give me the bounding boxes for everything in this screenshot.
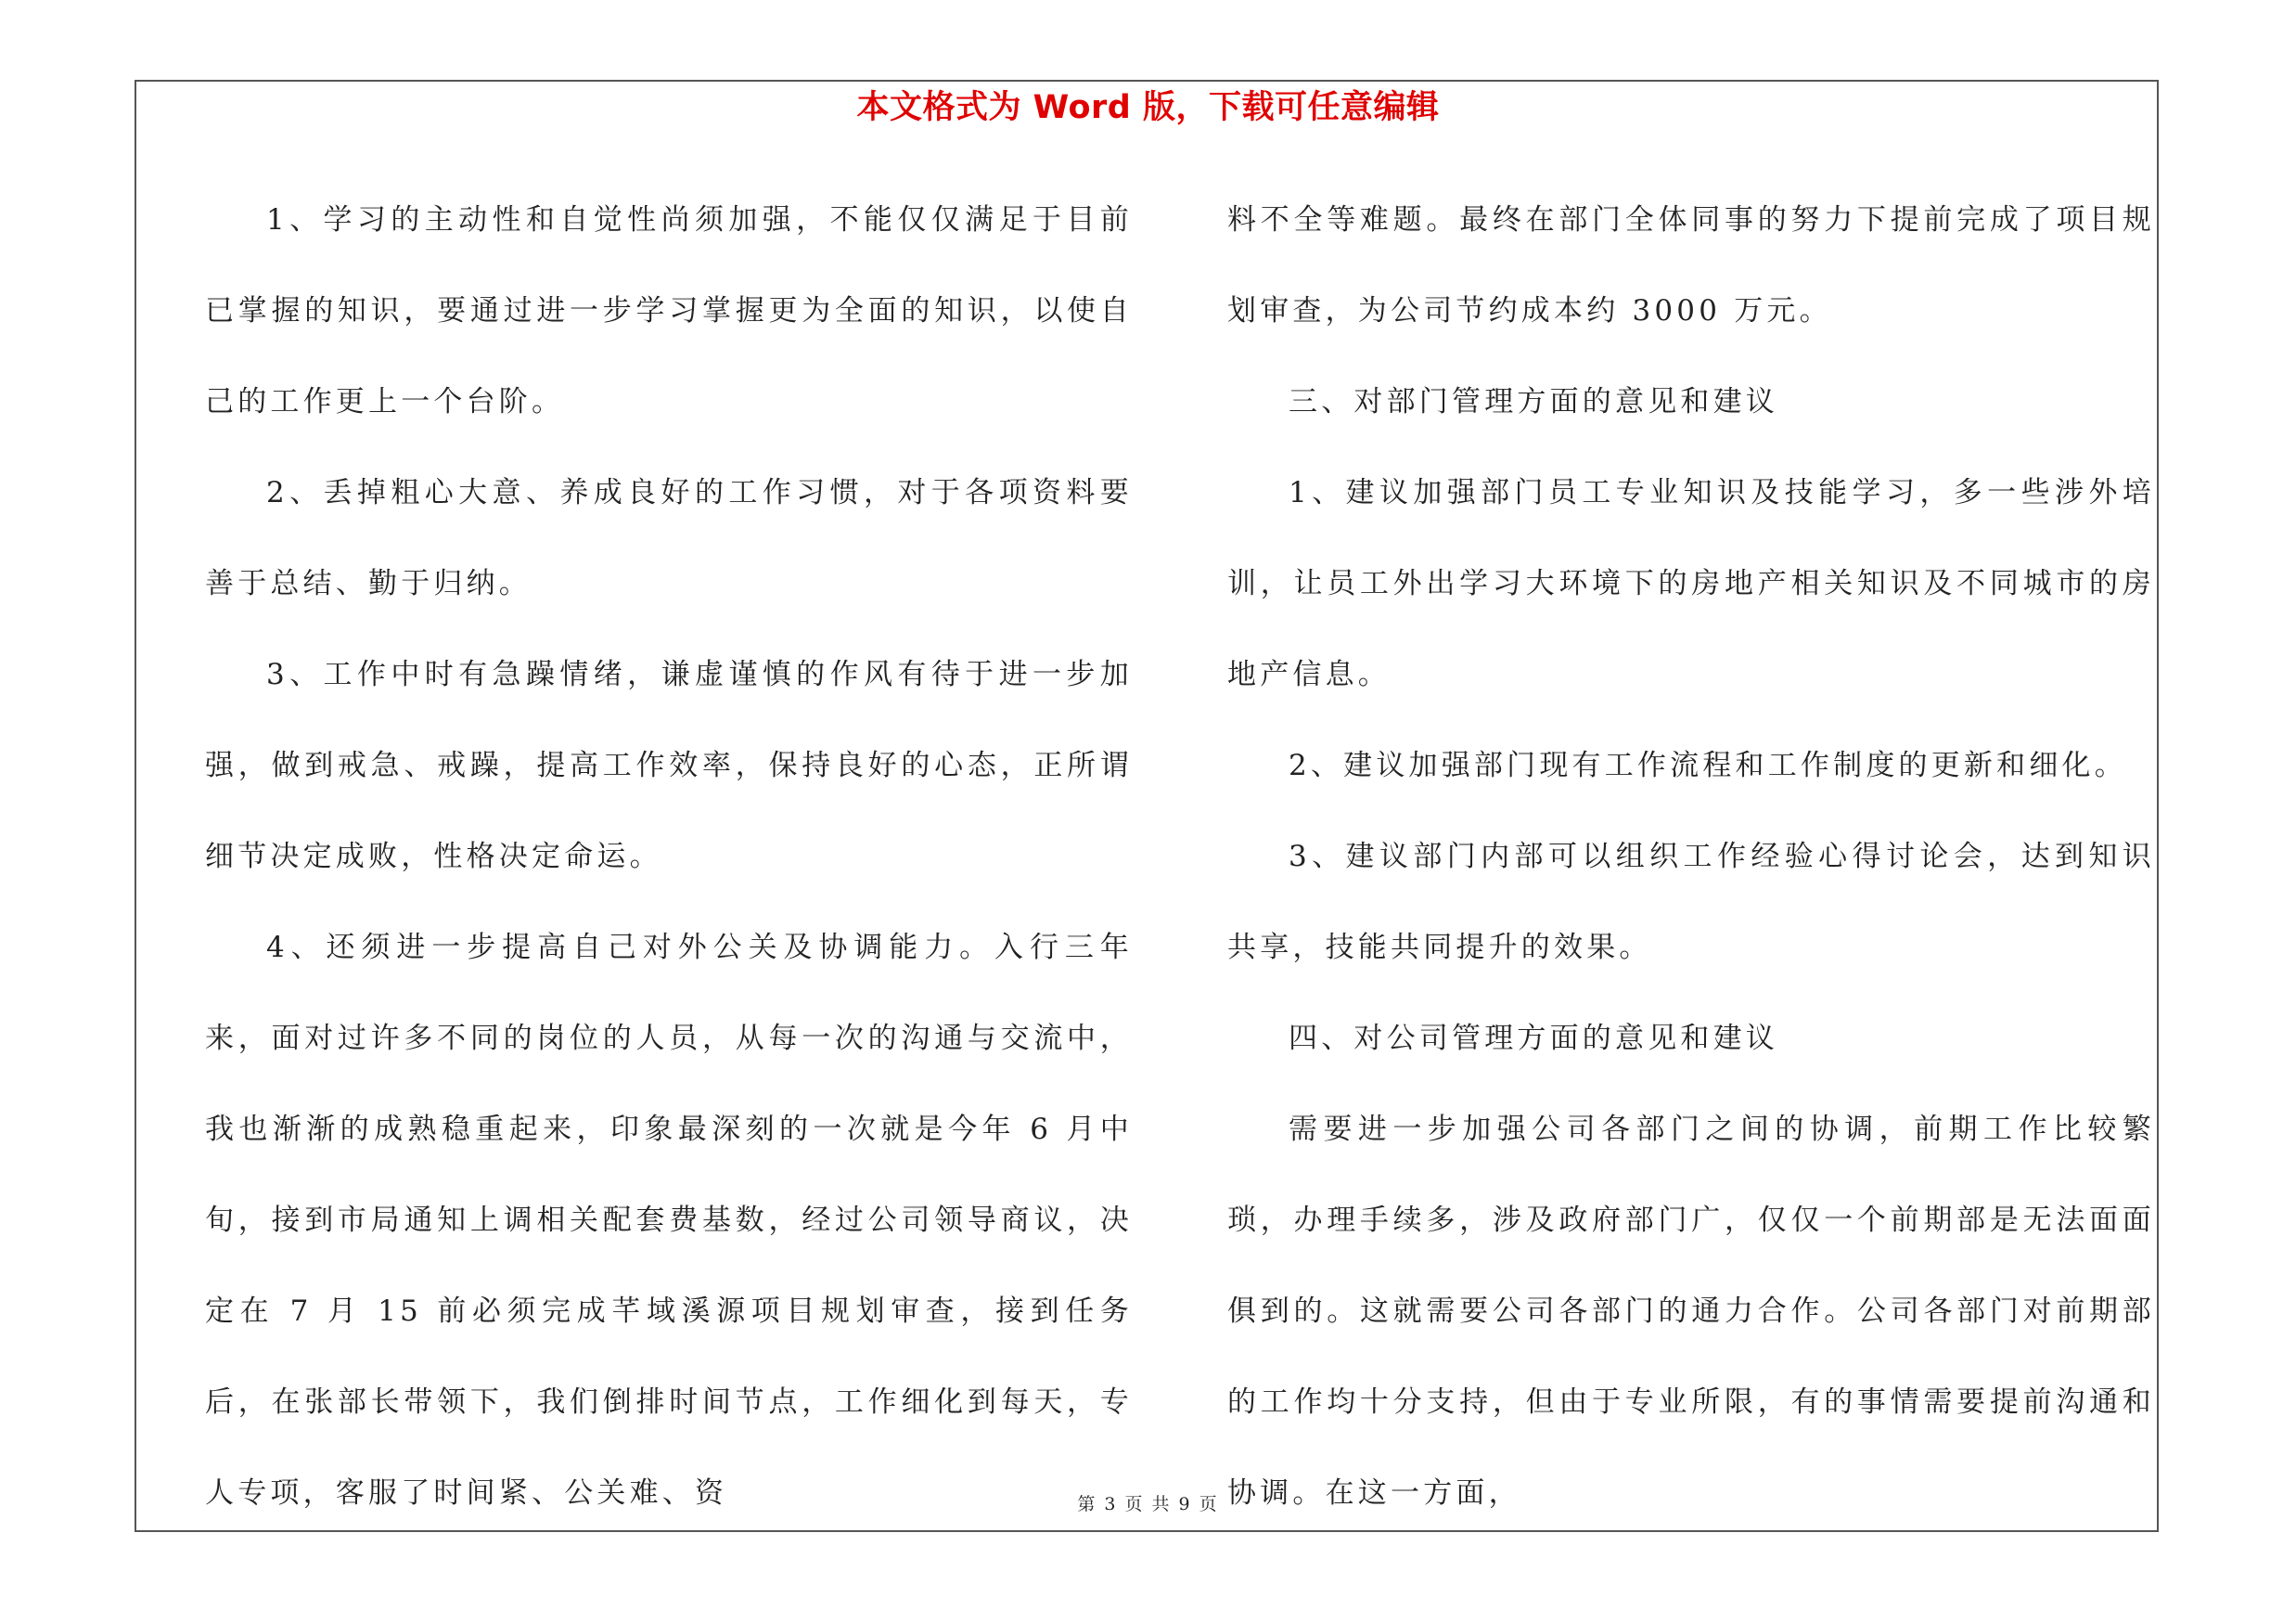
section-heading: 四、对公司管理方面的意见和建议 bbox=[1289, 1022, 1778, 1055]
paragraph: 1、建议加强部门员工专业知识及技能学习，多一些涉外培训，让员工外出学习大环境下的房地产相关知识及不同城市的房地产信息。 bbox=[1227, 476, 2155, 691]
left-column bbox=[205, 174, 1133, 1539]
paragraph: 2、建议加强部门现有工作流程和工作制度的更新和细化。 bbox=[1289, 749, 2127, 782]
paragraph: 2、丢掉粗心大意、养成良好的工作习惯，对于各项资料要善于总结、勤于归纳。 bbox=[205, 476, 1133, 600]
paragraph: 3、建议部门内部可以组织工作经验心得讨论会，达到知识共享，技能共同提升的效果。 bbox=[1227, 840, 2155, 964]
paragraph: 4、还须进一步提高自己对外公关及协调能力。入行三年来，面对过许多不同的岗位的人员，从每一次的沟通与交流中，我也渐渐的成熟稳重起来，印象最深刻的一次就是今年 6 月中旬，接到市局通知上调相关配套费基数，经过公司领导商议，决定在 7 月 15 前必须完成芊域溪源项目规划审查，接到任务后，在张部长带领下，我们倒排时间节点，工作细化到每天，专人专项，客服了时间紧、公关难、资 bbox=[205, 931, 1133, 1510]
page-number-footer: 第 3 页 共 9 页 bbox=[1077, 1494, 1219, 1514]
format-notice-banner: 本文格式为 Word 版，下载可任意编辑 bbox=[856, 89, 1440, 126]
paragraph: 3、工作中时有急躁情绪，谦虚谨慎的作风有待于进一步加强，做到戒急、戒躁，提高工作效率，保持良好的心态，正所谓细节决定成败，性格决定命运。 bbox=[205, 658, 1133, 873]
right-column bbox=[1227, 174, 2155, 1539]
paragraph: 需要进一步加强公司各部门之间的协调，前期工作比较繁琐，办理手续多，涉及政府部门广，仅仅一个前期部是无法面面俱到的。这就需要公司各部门的通力合作。公司各部门对前期部的工作均十分支持，但由于专业所限，有的事情需要提前沟通和协调。在这一方面， bbox=[1227, 1113, 2155, 1510]
paragraph: 料不全等难题。最终在部门全体同事的努力下提前完成了项目规划审查，为公司节约成本约 3000 万元。 bbox=[1227, 203, 2155, 328]
section-heading: 三、对部门管理方面的意见和建议 bbox=[1289, 385, 1778, 419]
paragraph: 1、学习的主动性和自觉性尚须加强，不能仅仅满足于目前已掌握的知识，要通过进一步学习掌握更为全面的知识，以使自己的工作更上一个台阶。 bbox=[205, 203, 1133, 419]
